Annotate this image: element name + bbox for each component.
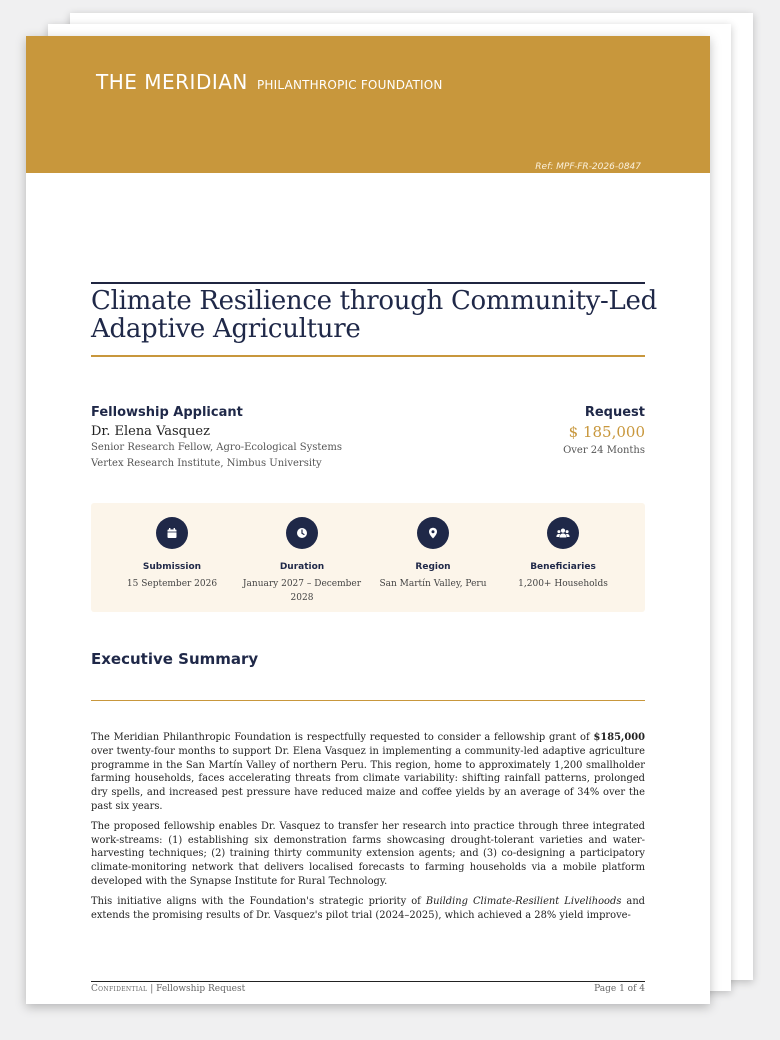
info-value: 15 September 2026 bbox=[126, 579, 218, 589]
summary-paragraph: The proposed fellowship enables Dr. Vasquez to transfer her research into practice through three integrated work-streams: (1) establishing six demonstration farms showcasing drought-tolerant varieties and water-harvesting techniques; (2) training thirty community extension agents; and (3) co-designing a participatory climate-monitoring network that delivers localised forecasts to farming households via a mobile platform developed with the Synapse Institute for Rural Technology. bbox=[91, 820, 645, 887]
calendar-icon bbox=[156, 517, 188, 549]
text-run: This initiative aligns with the Foundation's strategic priority of bbox=[91, 895, 426, 907]
confidential-label: Confidential bbox=[91, 984, 148, 994]
applicant-name: Dr. Elena Vasquez bbox=[91, 424, 210, 439]
document-page bbox=[26, 36, 710, 1004]
footer-doc-type: Fellowship Request bbox=[156, 984, 246, 994]
info-region bbox=[373, 517, 493, 591]
footer-separator: | bbox=[147, 984, 157, 994]
brand-main-text: THE MERIDIAN bbox=[96, 70, 248, 94]
reference-number: Ref: MPF-FR-2026-0847 bbox=[535, 162, 641, 172]
footer-left bbox=[91, 984, 245, 994]
foundation-logo bbox=[96, 70, 443, 94]
header-banner bbox=[26, 36, 710, 173]
applicant-label: Fellowship Applicant bbox=[91, 405, 243, 420]
info-label: Beneficiaries bbox=[530, 562, 596, 572]
key-facts-panel bbox=[91, 503, 645, 612]
summary-paragraph bbox=[91, 731, 645, 814]
users-icon bbox=[547, 517, 579, 549]
executive-summary-heading: Executive Summary bbox=[91, 650, 259, 668]
section-divider bbox=[91, 700, 645, 701]
request-label: Request bbox=[584, 405, 645, 420]
request-period: Over 24 Months bbox=[563, 445, 645, 456]
text-run: The Meridian Philanthropic Foundation is respectfully requested to consider a fellowship grant of bbox=[91, 732, 594, 743]
page-number: Page 1 of 4 bbox=[594, 984, 645, 994]
applicant-institution: Vertex Research Institute, Nimbus University bbox=[91, 458, 322, 469]
title-line-1: Climate Resilience through Community-Led bbox=[91, 286, 657, 316]
info-value: 1,200+ Households bbox=[518, 579, 608, 589]
title-top-rule bbox=[91, 282, 645, 284]
executive-summary-body bbox=[91, 731, 645, 928]
info-value: January 2027 – December 2028 bbox=[242, 579, 362, 603]
title-bottom-rule bbox=[91, 355, 645, 357]
priority-name-text: Building Climate-Resilient Livelihoods bbox=[425, 895, 622, 907]
request-amount: $ 185,000 bbox=[568, 423, 645, 441]
brand-sub-text: PHILANTHROPIC FOUNDATION bbox=[256, 78, 443, 92]
info-beneficiaries bbox=[503, 517, 623, 591]
summary-paragraph bbox=[91, 895, 645, 923]
info-label: Submission bbox=[142, 562, 202, 572]
document-title bbox=[91, 287, 691, 343]
footer-rule bbox=[91, 981, 645, 982]
info-label: Duration bbox=[279, 562, 325, 572]
map-pin-icon bbox=[417, 517, 449, 549]
grant-amount-text: $185,000 bbox=[593, 732, 645, 743]
info-value: San Martín Valley, Peru bbox=[379, 579, 487, 589]
applicant-role: Senior Research Fellow, Agro-Ecological Systems bbox=[91, 442, 342, 453]
info-submission bbox=[112, 517, 232, 591]
title-line-2: Adaptive Agriculture bbox=[91, 314, 361, 344]
text-run: over twenty-four months to support Dr. Elena Vasquez in implementing a community-led adaptive agriculture programme in the San Martín Valley of northern Peru. This region, home to approximately 1,200 smallholder farming households, faces accelerating threats from climate variability: shifting rainfall patterns, prolonged dry spells, and increased pest pressure have reduced maize and coffee yields by an average of 34% over the past six years. bbox=[91, 745, 645, 812]
info-duration bbox=[242, 517, 362, 605]
clock-icon bbox=[286, 517, 318, 549]
text-run: and extends the promising results of Dr. Vasquez's pilot trial (2024–2025), which achieved a 28% yield improve- bbox=[91, 895, 645, 921]
info-label: Region bbox=[415, 562, 451, 572]
